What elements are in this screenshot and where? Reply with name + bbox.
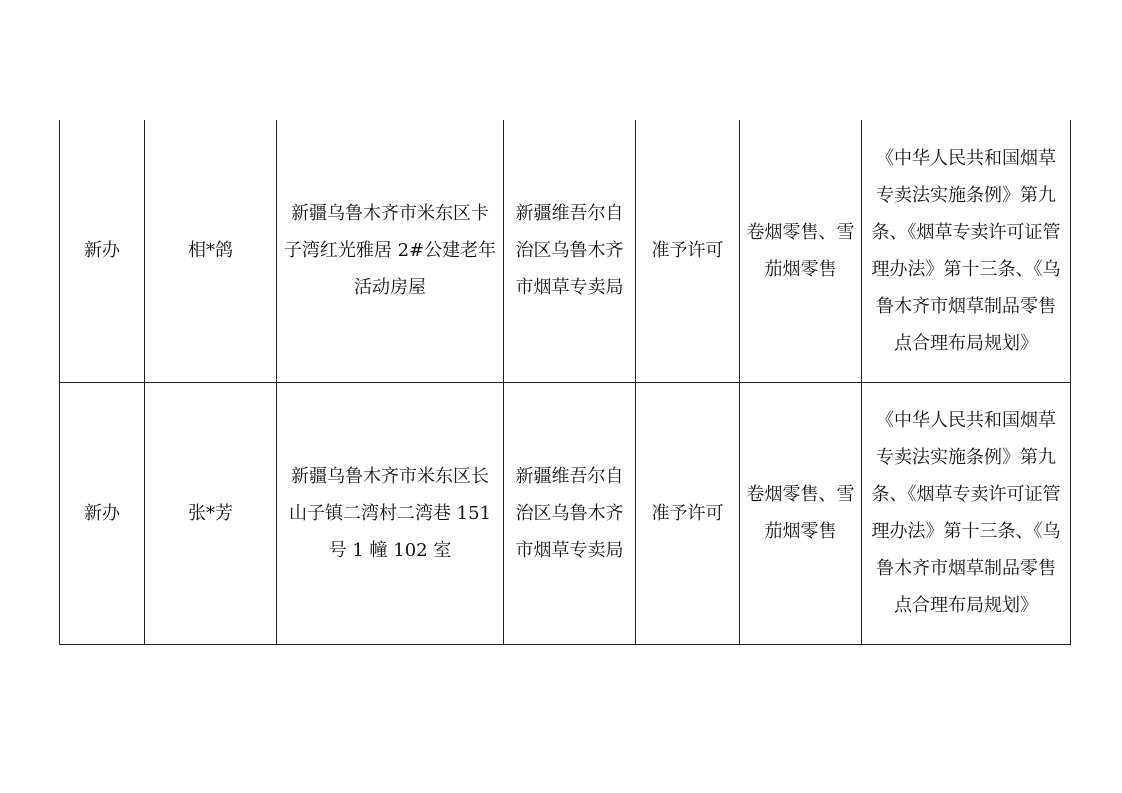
license-table: [59, 120, 1071, 645]
cell-type: 新办: [60, 120, 145, 382]
cell-scope: 卷烟零售、雪茄烟零售: [740, 382, 862, 644]
cell-address: 新疆乌鲁木齐市米东区卡子湾红光雅居 2#公建老年活动房屋: [277, 120, 504, 382]
table-row: [60, 382, 1071, 644]
cell-decision: 准予许可: [636, 120, 740, 382]
cell-name: 张*芳: [145, 382, 277, 644]
cell-basis: 《中华人民共和国烟草专卖法实施条例》第九条、《烟草专卖许可证管理办法》第十三条、《乌鲁木齐市烟草制品零售点合理布局规划》: [862, 120, 1071, 382]
table-row: [60, 120, 1071, 382]
cell-authority: 新疆维吾尔自治区乌鲁木齐市烟草专卖局: [504, 382, 636, 644]
cell-scope: 卷烟零售、雪茄烟零售: [740, 120, 862, 382]
cell-name: 相*鸽: [145, 120, 277, 382]
cell-decision: 准予许可: [636, 382, 740, 644]
cell-address: 新疆乌鲁木齐市米东区长山子镇二湾村二湾巷 151 号 1 幢 102 室: [277, 382, 504, 644]
cell-type: 新办: [60, 382, 145, 644]
cell-authority: 新疆维吾尔自治区乌鲁木齐市烟草专卖局: [504, 120, 636, 382]
cell-basis: 《中华人民共和国烟草专卖法实施条例》第九条、《烟草专卖许可证管理办法》第十三条、《乌鲁木齐市烟草制品零售点合理布局规划》: [862, 382, 1071, 644]
